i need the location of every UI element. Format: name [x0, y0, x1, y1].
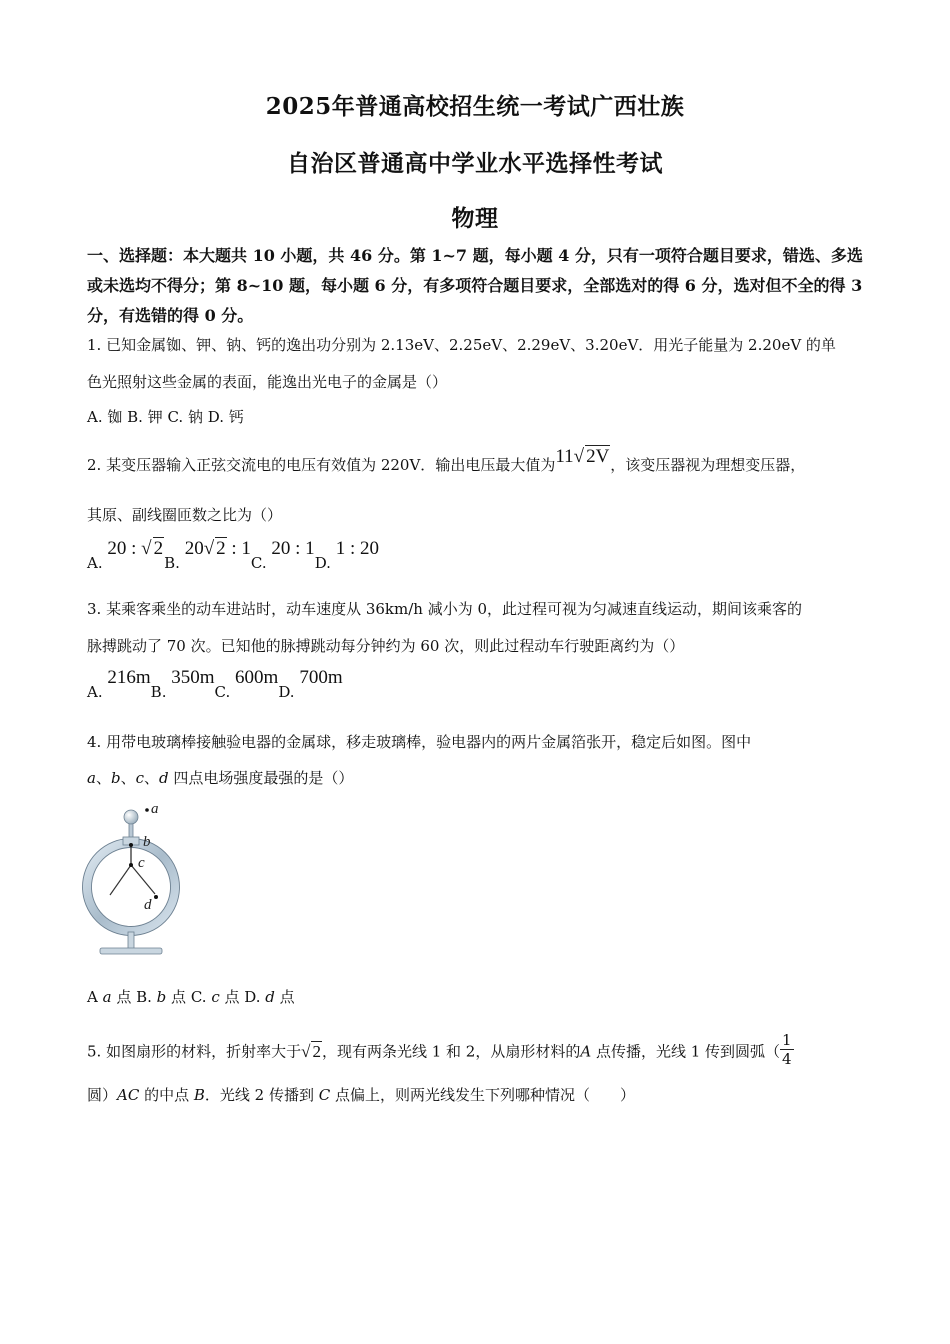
q2-option-b — [185, 538, 251, 559]
q5-point-b: B — [193, 1086, 205, 1104]
q3-option-b: 350m — [171, 667, 215, 688]
q3-option-b-label: B. — [150, 683, 167, 701]
label-a: a — [151, 801, 159, 817]
q3-stem-line1: 3. 某乘客乘坐的动车进站时，动车速度从 36km/h 减小为 0，此过程可视为匀减速直线运动，期间该乘客的 — [87, 600, 803, 618]
q5-stem-text-b: ，现有两条光线 1 和 2，从扇形材料的 — [321, 1042, 581, 1061]
q5-stem-line2 — [87, 1084, 635, 1105]
q5-text: 圆） — [87, 1086, 118, 1104]
electroscope-ball — [124, 810, 138, 824]
q4-option-a-tail: 点 — [111, 988, 132, 1006]
q4-var-a: a — [87, 769, 96, 787]
q4-option-b-label: B. — [131, 988, 157, 1006]
q2-option-d-label: D. — [314, 554, 331, 572]
q2-option-b-label: B. — [164, 554, 180, 572]
q2-option-c: 20 : 1 — [271, 538, 315, 559]
q5-stem-text-c: 点传播，光线 1 传到圆弧（ — [591, 1042, 781, 1061]
q5-fraction — [780, 1031, 794, 1068]
q2-options — [87, 537, 380, 572]
subject-title: 物理 — [451, 205, 499, 232]
sqrt-symbol: √ 2 — [141, 538, 164, 559]
q4-option-b-var: b — [156, 988, 167, 1006]
point-b — [129, 843, 133, 847]
q4-option-d-var: d — [265, 988, 275, 1006]
q1-stem-line1: 1. 已知金属铷、钾、钠、钙的逸出功分别为 2.13eV、2.25eV、2.29eV、3.20eV．用光子能量为 2.20eV 的单 — [87, 336, 836, 354]
label-d: d — [144, 897, 152, 913]
q4-option-a-label: A — [87, 988, 103, 1006]
label-c: c — [138, 855, 145, 871]
q4-stem-tail: 四点电场强度最强的是（） — [168, 769, 354, 787]
q3-option-d-label: D. — [278, 683, 295, 701]
q2-max-radicand: 2V — [586, 446, 610, 467]
q2-stem-line2: 其原、副线圈匝数之比为（） — [87, 506, 283, 524]
q5-text: 点偏上，则两光线发生下列哪种情况（ ） — [330, 1086, 636, 1104]
q2-option-b-text: 20 — [184, 538, 204, 559]
q4-sep: 、 — [95, 769, 111, 787]
q2-option-d: 1 : 20 — [335, 538, 380, 559]
q3-option-c: 600m — [235, 667, 279, 688]
label-b: b — [143, 834, 151, 850]
q5-stem-text-a: 5. 如图扇形的材料，折射率大于 — [87, 1042, 302, 1061]
q2-stem-line1 — [87, 446, 806, 476]
q2-stem-text-b: ，该变压器视为理想变压器， — [610, 456, 806, 474]
q5-sqrt — [301, 1042, 322, 1061]
q4-sep: 、 — [120, 769, 136, 787]
exam-title-line2: 自治区普通高中学业水平选择性考试 — [287, 150, 663, 177]
q4-var-b: b — [110, 769, 121, 787]
q2-max-voltage — [555, 446, 610, 467]
q3-option-c-label: C. — [214, 683, 231, 701]
q4-option-c-tail: 点 — [219, 988, 240, 1006]
q5-text: ．光线 2 传播到 — [204, 1086, 319, 1104]
q2-option-c-label: C. — [250, 554, 267, 572]
exam-title-line1: 2025年普通高校招生统一考试广西壮族 — [265, 93, 685, 120]
sqrt-symbol: √ 2 — [203, 538, 226, 559]
point-a — [145, 808, 149, 812]
q3-option-a-label: A. — [87, 683, 103, 701]
q2-max-coef: 11 — [555, 446, 574, 467]
sqrt-symbol: √ 2V — [573, 446, 610, 467]
q5-radicand: 2 — [312, 1041, 321, 1061]
q4-option-a-var: a — [102, 988, 112, 1006]
q2-option-a — [107, 538, 164, 559]
q2-option-a-radicand: 2 — [153, 538, 164, 559]
q1-options: A. 铷 B. 钾 C. 钠 D. 钙 — [87, 408, 244, 426]
q4-stem-line1: 4. 用带电玻璃棒接触验电器的金属球，移走玻璃棒，验电器内的两片金属箔张开，稳定后如图。图中 — [87, 733, 752, 751]
electroscope-base — [100, 948, 162, 954]
q4-option-b-tail: 点 — [166, 988, 187, 1006]
section-heading: 一、选择题：本大题共 10 小题，共 46 分。第 1~7 题，每小题 4 分，只有一项符合题目要求，错选、多选或未选均不得分；第 8~10 题，每小题 6 分，有多项符合题目要求，全部选对的得 6 分，选对但不全的得 3 分，有选错的得 0 分。 — [87, 246, 863, 325]
q4-var-c: c — [135, 769, 144, 787]
q5-stem-line1 — [87, 1031, 794, 1071]
electroscope-figure — [82, 797, 192, 962]
q3-option-a: 216m — [107, 667, 151, 688]
q4-var-d: d — [159, 769, 169, 787]
q4-option-d-label: D. — [239, 988, 266, 1006]
q5-text: 的中点 — [139, 1086, 194, 1104]
fraction-numerator: 1 — [782, 1031, 792, 1049]
q4-sep: 、 — [144, 769, 160, 787]
q5-arc: AC — [117, 1086, 140, 1104]
q4-option-c-var: c — [211, 988, 220, 1006]
q2-option-a-label: A. — [87, 554, 103, 572]
q2-option-a-text: 20 : — [107, 538, 142, 559]
q4-stem-line2 — [87, 767, 353, 788]
fraction-denominator: 4 — [782, 1050, 792, 1068]
electroscope-stem — [128, 932, 134, 949]
q5-point-c: C — [318, 1086, 331, 1104]
point-c — [129, 863, 133, 867]
q3-stem-line2: 脉搏跳动了 70 次。已知他的脉搏跳动每分钟约为 60 次，则此过程动车行驶距离约为（） — [87, 637, 685, 655]
sqrt-symbol: √ 2 — [301, 1041, 321, 1061]
q2-stem-text-a: 2. 某变压器输入正弦交流电的电压有效值为 220V．输出电压最大值为 — [87, 456, 556, 474]
q5-point-a: A — [580, 1042, 592, 1061]
q1-stem-line2: 色光照射这些金属的表面，能逸出光电子的金属是（） — [87, 373, 448, 391]
foil-leaf-left — [110, 865, 131, 895]
q2-option-b-radicand: 2 — [216, 538, 226, 559]
q4-options — [87, 986, 295, 1007]
q2-option-b-tail: : 1 — [226, 538, 251, 559]
q4-option-d-tail: 点 — [274, 988, 295, 1006]
q3-options — [87, 667, 343, 701]
point-d — [154, 895, 158, 899]
q4-option-c-label: C. — [186, 988, 212, 1006]
q3-option-d: 700m — [299, 667, 343, 688]
